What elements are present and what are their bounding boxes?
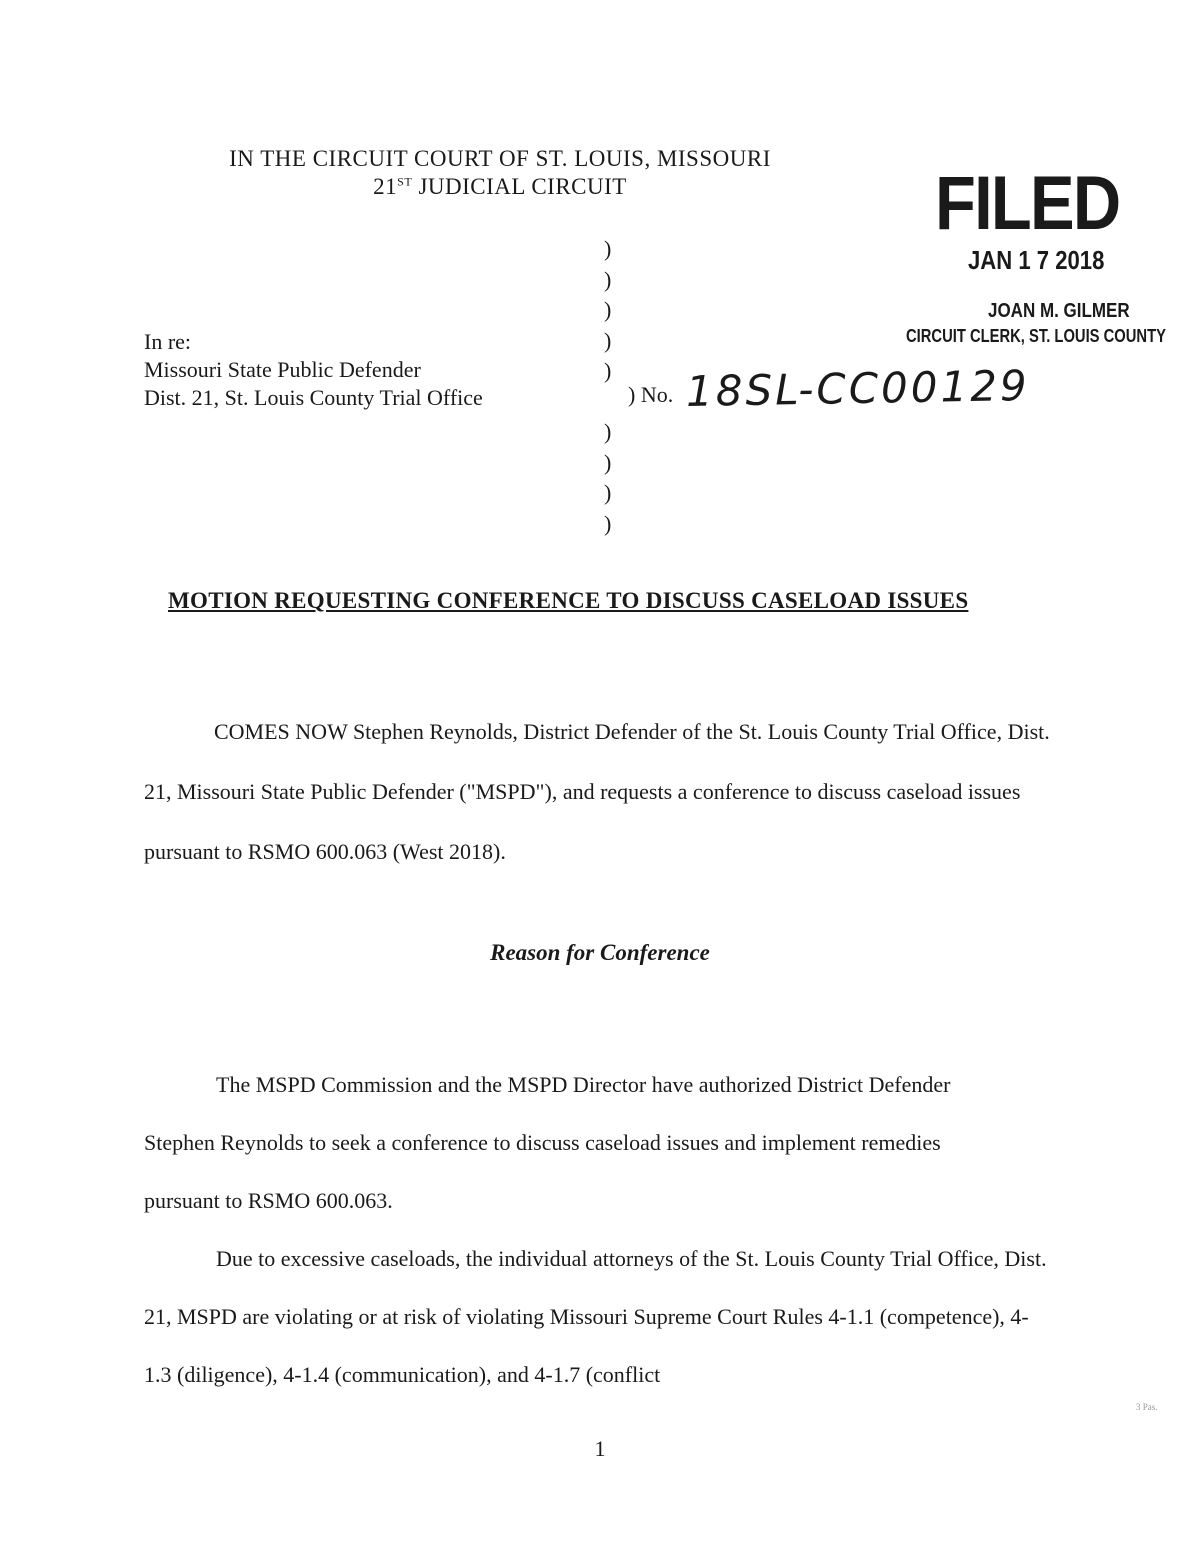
caption-line: Missouri State Public Defender — [144, 357, 421, 382]
clerk-name: JOAN M. GILMER — [988, 300, 1130, 322]
case-caption — [144, 328, 483, 412]
paren: ) — [604, 510, 612, 536]
corner-mark: 3 Pas. — [1136, 1402, 1158, 1412]
page-number: 1 — [594, 1436, 606, 1461]
paren: ) — [604, 358, 612, 383]
case-number-label: ) No. — [628, 382, 674, 407]
paren: ) — [604, 236, 612, 261]
section-heading: Reason for Conference — [490, 940, 710, 965]
paren: ) — [604, 297, 612, 322]
filed-stamp: FILED — [935, 161, 1120, 246]
paragraph: Due to excessive caseloads, the individual attorneys of the St. Louis County Trial Office, Dist. 21, MSPD are violating or at risk of violating Missouri Supreme Court Rules 4-1.1 (competence), 4-1.3 (diligence), 4-1.4 (communication), and 4-1.7 (conflict — [144, 1246, 1047, 1387]
paren: ) — [604, 327, 612, 353]
paren: ) — [604, 266, 612, 292]
judicial-circuit: 21ST JUDICIAL CIRCUIT — [373, 174, 627, 199]
caption-line: Dist. 21, St. Louis County Trial Office — [144, 385, 483, 410]
court-name: IN THE CIRCUIT COURT OF ST. LOUIS, MISSOURI — [229, 146, 771, 171]
paragraph: The MSPD Commission and the MSPD Director have authorized District Defender Stephen Reynolds to seek a conference to discuss caseload issues and implement remedies pursuant to RSMO 600.063. — [144, 1072, 951, 1213]
paren: ) — [604, 480, 612, 505]
motion-title: MOTION REQUESTING CONFERENCE TO DISCUSS CASELOAD ISSUES — [168, 588, 969, 613]
caption-line: In re: — [144, 329, 192, 354]
case-number-handwritten: 18SL-CC00129 — [685, 361, 1031, 416]
paren: ) — [604, 419, 612, 444]
caption-parentheses — [604, 234, 611, 539]
clerk-title: CIRCUIT CLERK, ST. LOUIS COUNTY — [906, 326, 1166, 346]
paren: ) — [604, 449, 612, 475]
paragraph: COMES NOW Stephen Reynolds, District Defender of the St. Louis County Trial Office, Dist. 21, Missouri State Public Defender ("MSPD"), and requests a conference to discuss caseload issues pursuant to RSMO 600.063 (West 2018). — [144, 719, 1050, 864]
filed-date: JAN 1 7 2018 — [968, 245, 1105, 275]
